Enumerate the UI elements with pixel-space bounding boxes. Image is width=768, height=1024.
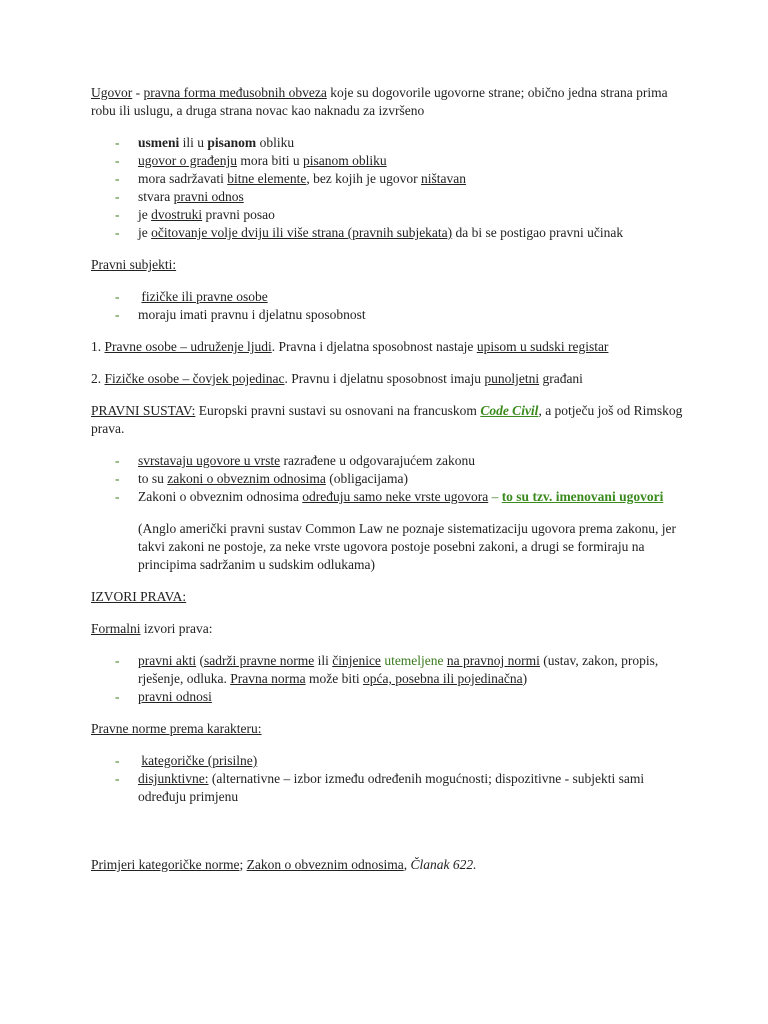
text: stvara xyxy=(138,189,174,204)
list-item xyxy=(91,306,691,324)
text: 2. xyxy=(91,371,105,386)
list-item xyxy=(91,224,691,242)
section-heading-izvori xyxy=(91,588,691,606)
section-heading-subjekti xyxy=(91,256,691,274)
text: zakoni o obveznim odnosima xyxy=(167,471,326,486)
text: obliku xyxy=(256,135,295,150)
text: razrađene u odgovarajućem zakonu xyxy=(280,453,475,468)
text: ili u xyxy=(179,135,208,150)
text: Formalni xyxy=(91,621,141,636)
text: ništavan xyxy=(421,171,467,186)
text: IZVORI PRAVA: xyxy=(91,589,187,604)
text: koje su dogovorile ugovorne strane; obično jedna strana prima robu ili uslugu, a druga strana novac kao naknadu za izvršeno xyxy=(91,85,668,118)
note-common-law: (Anglo američki pravni sustav Common Law ne poznaje sistematizaciju ugovora prema zakonu, jer takvi zakoni ne postoje, za neke vrste ugovora postoje posebni zakoni, a drugi se formiraju na principima sadržanim u sudskim odlukama) xyxy=(138,521,676,572)
list-item xyxy=(91,288,691,306)
text: može biti xyxy=(305,671,363,686)
text: pravni odnos xyxy=(173,189,244,204)
text: (ustav, zakon, propis, rješenje, odluka. xyxy=(138,653,659,686)
text: Primjeri kategoričke norme xyxy=(91,857,240,872)
text: Europski pravni sustavi su osnovani na francuskom xyxy=(195,403,481,418)
text: 1. xyxy=(91,339,105,354)
ugovor-definition xyxy=(91,84,691,120)
text: - xyxy=(132,85,144,100)
text: očitovanje volje dviju ili više strana (pravnih subjekata) xyxy=(151,225,453,240)
text: fizičke ili pravne osobe xyxy=(141,289,268,304)
text: punoljetni xyxy=(484,371,540,386)
text: , xyxy=(403,857,411,872)
list-item xyxy=(91,470,691,488)
text: Članak 622. xyxy=(410,857,477,872)
text: to su tzv. imenovani ugovori xyxy=(501,489,664,504)
sustav-bullet-list xyxy=(91,452,691,506)
text: – xyxy=(488,489,502,504)
paragraph-primjeri xyxy=(91,856,691,874)
text: ugovor o građenju xyxy=(138,153,237,168)
text: pisanom xyxy=(207,135,257,150)
term-pravna-forma: pravna forma međusobnih obveza xyxy=(143,85,327,100)
text: Pravna norma xyxy=(230,671,306,686)
subjekti-bullet-list xyxy=(91,288,691,324)
text: pravni odnosi xyxy=(138,689,212,704)
list-item xyxy=(91,206,691,224)
list-item xyxy=(91,770,691,806)
text: , a potječu još od Rimskog prava. xyxy=(91,403,683,436)
text: građani xyxy=(539,371,583,386)
text: je xyxy=(138,207,152,222)
text: Fizičke osobe – čovjek pojedinac xyxy=(104,371,285,386)
text: . Pravnu i djelatnu sposobnost imaju xyxy=(284,371,485,386)
list-item xyxy=(91,170,691,188)
text: Pravne osobe – udruženje ljudi xyxy=(104,339,272,354)
text: kategoričke (prisilne) xyxy=(141,753,258,768)
text: da bi se postigao pravni učinak xyxy=(452,225,624,240)
text: moraju imati pravnu i djelatnu sposobnost xyxy=(138,307,366,322)
text: Zakoni o obveznim odnosima xyxy=(138,489,303,504)
text: sadrži pravne norme xyxy=(203,653,315,668)
text: pravni posao xyxy=(202,207,275,222)
paragraph-pravni-sustav xyxy=(91,402,691,438)
text: ; xyxy=(239,857,247,872)
paragraph-pravne-osobe xyxy=(91,338,691,356)
document-page xyxy=(91,84,691,874)
text: , bez kojih je ugovor xyxy=(306,171,422,186)
text: određuju samo neke vrste ugovora xyxy=(302,489,489,504)
text: upisom u sudski registar xyxy=(476,339,609,354)
list-item xyxy=(91,652,691,688)
text: Zakon o obveznim odnosima xyxy=(246,857,404,872)
text: disjunktivne: xyxy=(138,771,209,786)
text: opća, posebna ili pojedinačna xyxy=(362,671,523,686)
text: ( xyxy=(196,653,204,668)
izvori-bullet-list xyxy=(91,652,691,706)
norme-bullet-list xyxy=(91,752,691,806)
text: (obligacijama) xyxy=(325,471,408,486)
text: pisanom obliku xyxy=(302,153,387,168)
text: usmeni xyxy=(138,135,180,150)
term-ugovor: Ugovor xyxy=(91,85,133,100)
text: na pravnoj normi xyxy=(446,653,540,668)
text: pravni akti xyxy=(138,653,197,668)
list-item xyxy=(91,488,691,506)
list-item xyxy=(91,688,691,706)
text: mora sadržavati xyxy=(138,171,228,186)
list-item xyxy=(91,152,691,170)
text: Code Civil xyxy=(480,403,539,418)
text: bitne elemente xyxy=(227,171,307,186)
paragraph-fizicke-osobe xyxy=(91,370,691,388)
list-item xyxy=(91,134,691,152)
list-item xyxy=(91,188,691,206)
text: izvori prava: xyxy=(140,621,213,636)
text: (alternativne – izbor između određenih mogućnosti; dispozitivne - subjekti sami određuju primjenu xyxy=(138,771,645,804)
text: ili xyxy=(314,653,333,668)
ugovor-bullet-list xyxy=(91,134,691,242)
text: je xyxy=(138,225,152,240)
text: Pravne norme prema karakteru: xyxy=(91,721,262,736)
text: Pravni subjekti: xyxy=(91,257,177,272)
paragraph-formalni xyxy=(91,620,691,638)
text: činjenice xyxy=(332,653,381,668)
list-item xyxy=(91,752,691,770)
list-item xyxy=(91,452,691,470)
text: to su xyxy=(138,471,168,486)
text: mora biti u xyxy=(236,153,303,168)
text: PRAVNI SUSTAV: xyxy=(91,403,196,418)
text: dvostruki xyxy=(151,207,203,222)
text: utemeljene xyxy=(380,653,447,668)
section-heading-norme xyxy=(91,720,691,738)
text: ) xyxy=(522,671,528,686)
text: . Pravna i djelatna sposobnost nastaje xyxy=(271,339,477,354)
text: svrstavaju ugovore u vrste xyxy=(138,453,281,468)
